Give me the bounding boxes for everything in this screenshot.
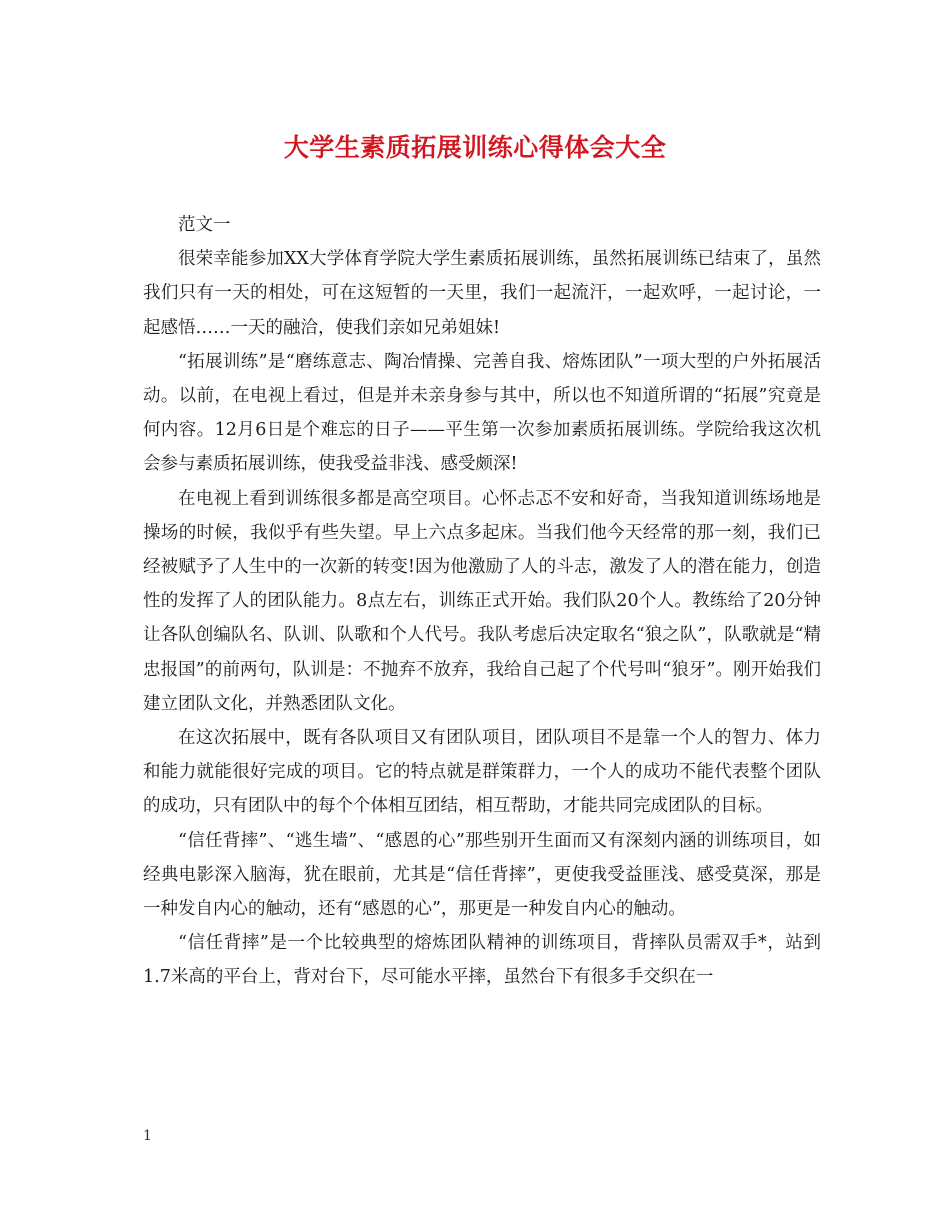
paragraph: 范文一: [178, 215, 231, 235]
paragraph: “拓展训练”是“磨练意志、陶冶情操、完善自我、熔炼团队”一项大型的户外拓展活动。以前，在电视上看过，但是并未亲身参与其中，所以也不知道所谓的“拓展”究竟是何内容。12月6日是个难忘的日子——平生第一次参加素质拓展训练。学院给我这次机会参与素质拓展训练，使我受益非浅、感受颇深!: [143, 351, 821, 475]
paragraph: “信任背摔”是一个比较典型的熔炼团队精神的训练项目，背摔队员需双手*，站到1.7米高的平台上，背对台下，尽可能水平摔，虽然台下有很多手交织在一: [143, 933, 821, 988]
paragraph: 很荣幸能参加XX大学体育学院大学生素质拓展训练，虽然拓展训练已结束了，虽然我们只有一天的相处，可在这短暂的一天里，我们一起流汗，一起欢呼，一起讨论，一起感悟……一天的融洽，使我们亲如兄弟姐妹!: [143, 249, 821, 338]
document-body: [143, 208, 821, 995]
paragraph: 在这次拓展中，既有各队项目又有团队项目，团队项目不是靠一个人的智力、体力和能力就能很好完成的项目。它的特点就是群策群力，一个人的成功不能代表整个团队的成功，只有团队中的每个个体相互团结，相互帮助，才能共同完成团队的目标。: [143, 728, 821, 817]
page-number: 1: [143, 1128, 152, 1144]
paragraph: “信任背摔”、“逃生墙”、“感恩的心”那些别开生面而又有深刻内涵的训练项目，如经典电影深入脑海，犹在眼前，尤其是“信任背摔”，更使我受益匪浅、感受莫深，那是一种发自内心的触动，还有“感恩的心”，那更是一种发自内心的触动。: [143, 830, 821, 920]
document-title: 大学生素质拓展训练心得体会大全: [283, 133, 667, 162]
paragraph: 在电视上看到训练很多都是高空项目。心怀忐忑不安和好奇，当我知道训练场地是操场的时候，我似乎有些失望。早上六点多起床。当我们他今天经常的那一刻，我们已经被赋予了人生中的一次新的转变!因为他激励了人的斗志，激发了人的潜在能力，创造性的发挥了人的团队能力。8点左右，训练正式开始。我们队20个人。教练给了20分钟让各队创编队名、队训、队歌和个人代号。我队考虑后决定取名“狼之队”，队歌就是“精忠报国”的前两句，队训是：不抛弃不放弃，我给自己起了个代号叫“狼牙”。刚开始我们建立团队文化，并熟悉团队文化。: [143, 488, 821, 714]
